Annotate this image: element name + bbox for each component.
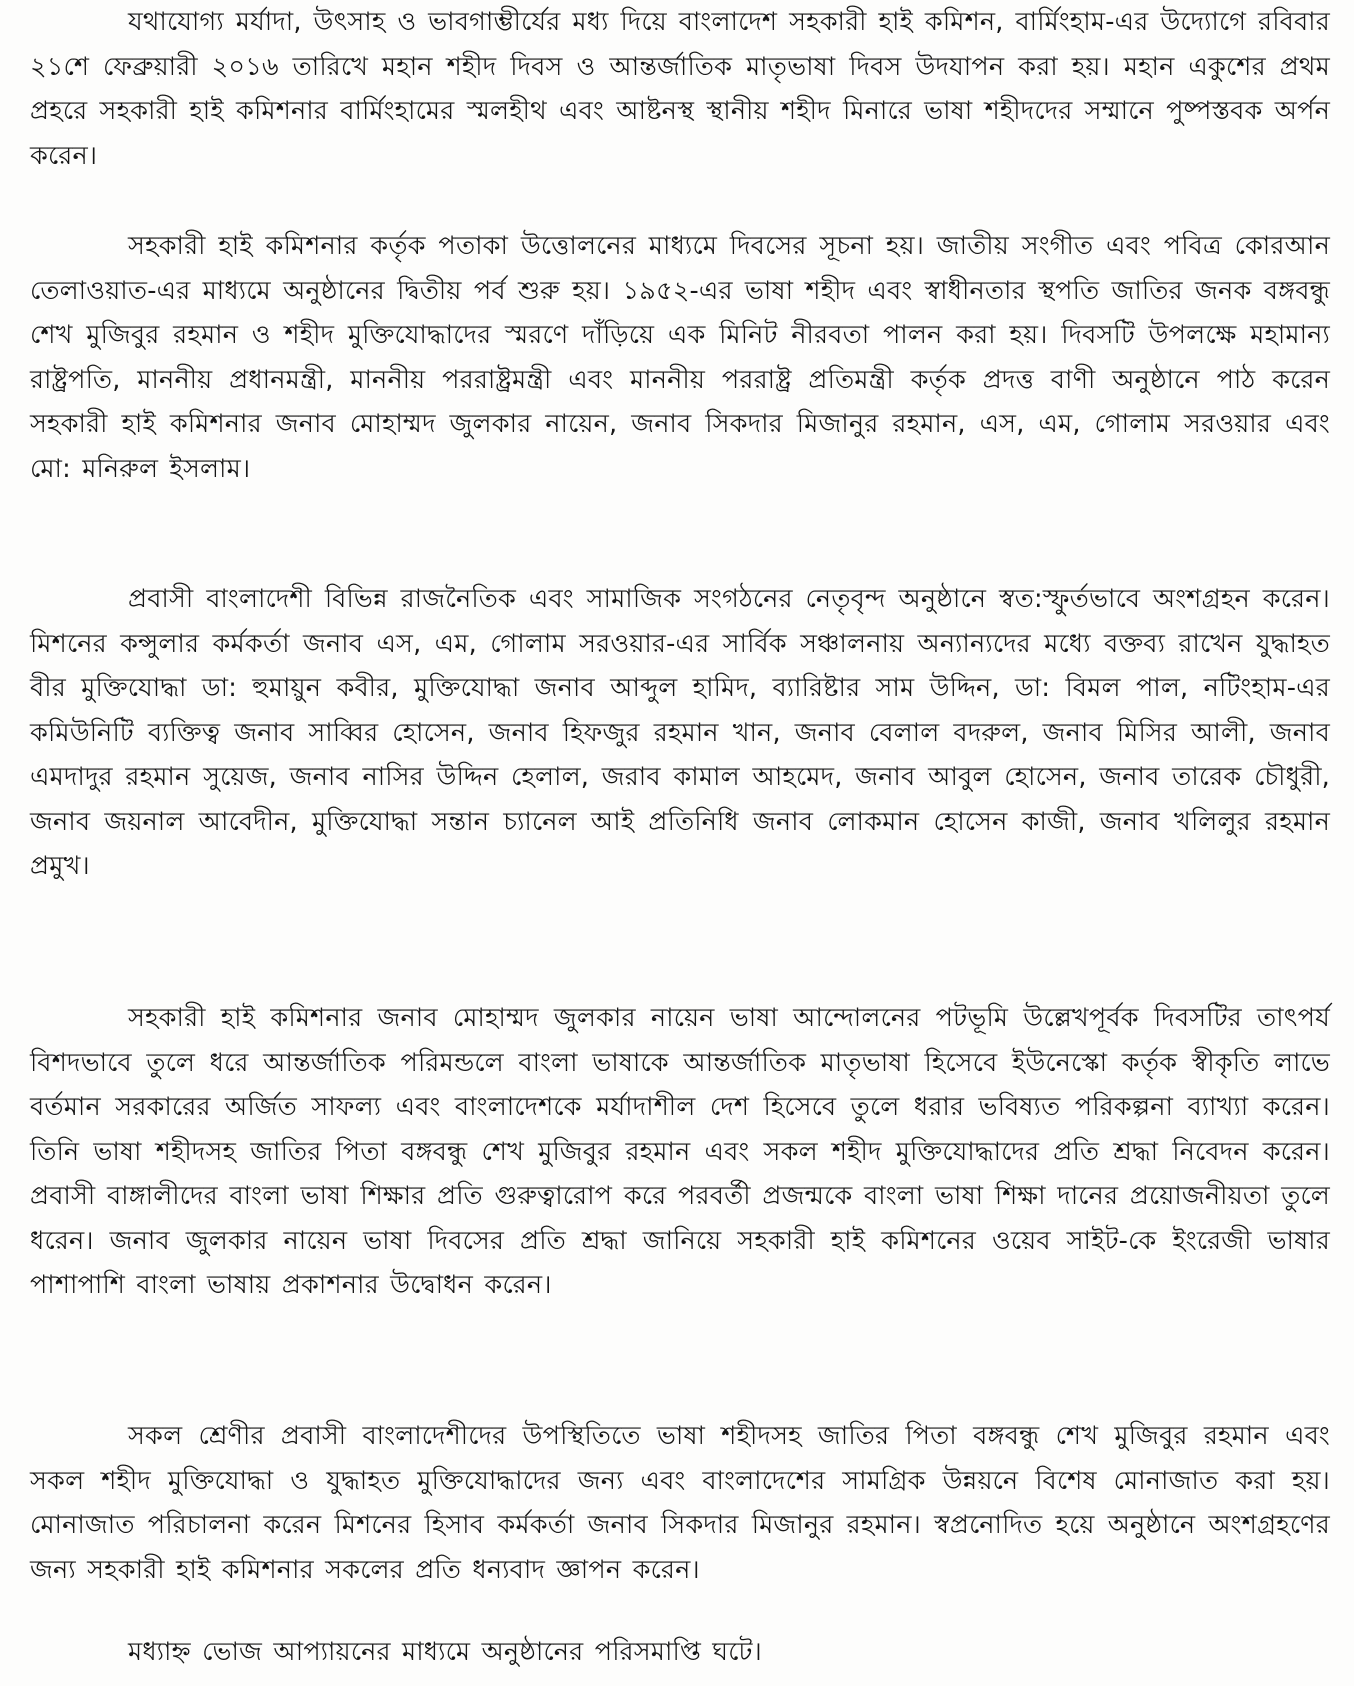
paragraph-speech: সহকারী হাই কমিশনার জনাব মোহাম্মদ জুলকার নায়েন ভাষা আন্দোলনের পটভূমি উল্লেখপূর্বক দিবসটির তাৎপর্য বিশদভাবে তুলে ধরে আন্তর্জাতিক পরিমন্ডলে বাংলা ভাষাকে আন্তর্জাতিক মাতৃভাষা হিসেবে ইউনেস্কো কর্তৃক স্বীকৃতি লাভে বর্তমান সরকারের অর্জিত সাফল্য এবং বাংলাদেশকে মর্যাদাশীল দেশ হিসেবে তুলে ধরার ভবিষ্যত পরিকল্পনা ব্যাখ্যা করেন। তিনি ভাষা শহীদসহ জাতির পিতা বঙ্গবন্ধু শেখ মুজিবুর রহমান এবং সকল শহীদ মুক্তিযোদ্ধাদের প্রতি শ্রদ্ধা নিবেদন করেন। প্রবাসী বাঙ্গালীদের বাংলা ভাষা শিক্ষার প্রতি গুরুত্বারোপ করে পরবর্তী প্রজন্মকে বাংলা ভাষা শিক্ষা দানের প্রয়োজনীয়তা তুলে ধরেন। জনাব জুলকার নায়েন ভাষা দিবসের প্রতি শ্রদ্ধা জানিয়ে সহকারী হাই কমিশনের ওয়েব সাইট-কে ইংরেজী ভাষার পাশাপাশি বাংলা ভাষায় প্রকাশনার উদ্বোধন করেন।	[30, 1003, 1330, 1300]
paragraph-participants: প্রবাসী বাংলাদেশী বিভিন্ন রাজনৈতিক এবং সামাজিক সংগঠনের নেতৃবৃন্দ অনুষ্ঠানে স্বত:স্ফুর্তভাবে অংশগ্রহন করেন। মিশনের কন্সুলার কর্মকর্তা জনাব এস, এম, গোলাম সরওয়ার-এর সার্বিক সঞ্চালনায় অন্যান্যদের মধ্যে বক্তব্য রাখেন যুদ্ধাহত বীর মুক্তিযোদ্ধা ডা: হুমায়ুন কবীর, মুক্তিযোদ্ধা জনাব আব্দুল হামিদ, ব্যারিষ্টার সাম উদ্দিন, ডা: বিমল পাল, নটিংহাম-এর কমিউনিটি ব্যক্তিত্ব জনাব সাব্বির হোসেন, জনাব হিফজুর রহমান খান, জনাব বেলাল বদরুল, জনাব মিসির আলী, জনাব এমদাদুর রহমান সুয়েজ, জনাব নাসির উদ্দিন হেলাল, জরাব কামাল আহমেদ, জনাব আবুল হোসেন, জনাব তারেক চৌধুরী, জনাব জয়নাল আবেদীন, মুক্তিযোদ্ধা সন্তান চ্যানেল আই প্রতিনিধি জনাব লোকমান হোসেন কাজী, জনাব খলিলুর রহমান প্রমুখ।	[30, 584, 1330, 881]
paragraph-flag-hoisting: সহকারী হাই কমিশনার কর্তৃক পতাকা উত্তোলনের মাধ্যমে দিবসের সূচনা হয়। জাতীয় সংগীত এবং পবিত্র কোরআন তেলাওয়াত-এর মাধ্যমে অনুষ্ঠানের দ্বিতীয় পর্ব শুরু হয়। ১৯৫২-এর ভাষা শহীদ এবং স্বাধীনতার স্থপতি জাতির জনক বঙ্গবন্ধু শেখ মুজিবুর রহমান ও শহীদ মুক্তিযোদ্ধাদের স্মরণে দাঁড়িয়ে এক মিনিট নীরবতা পালন করা হয়। দিবসটি উপলক্ষে মহামান্য রাষ্ট্রপতি, মাননীয় প্রধানমন্ত্রী, মাননীয় পররাষ্ট্রমন্ত্রী এবং মাননীয় পররাষ্ট্র প্রতিমন্ত্রী কর্তৃক প্রদত্ত বাণী অনুষ্ঠানে পাঠ করেন সহকারী হাই কমিশনার জনাব মোহাম্মদ জুলকার নায়েন, জনাব সিকদার মিজানুর রহমান, এস, এম, গোলাম সরওয়ার এবং মো: মনিরুল ইসলাম।	[30, 231, 1330, 484]
paragraph-closing: মধ্যাহ্ন ভোজ আপ্যায়নের মাধ্যমে অনুষ্ঠানের পরিসমাপ্তি ঘটে।	[128, 1637, 762, 1667]
paragraph-intro: যথাযোগ্য মর্যাদা, উৎসাহ ও ভাবগাম্ভীর্যের মধ্য দিয়ে বাংলাদেশ সহকারী হাই কমিশন, বার্মিংহাম-এর উদ্যোগে রবিবার ২১শে ফেব্রুয়ারী ২০১৬ তারিখে মহান শহীদ দিবস ও আন্তর্জাতিক মাতৃভাষা দিবস উদযাপন করা হয়। মহান একুশের প্রথম প্রহরে সহকারী হাই কমিশনার বার্মিংহামের স্মলহীথ এবং আষ্টনস্থ স্থানীয় শহীদ মিনারে ভাষা শহীদদের সম্মানে পুষ্পস্তবক অর্পন করেন।	[30, 7, 1330, 171]
paragraph-prayer: সকল শ্রেণীর প্রবাসী বাংলাদেশীদের উপস্থিতিতে ভাষা শহীদসহ জাতির পিতা বঙ্গবন্ধু শেখ মুজিবুর রহমান এবং সকল শহীদ মুক্তিযোদ্ধা ও যুদ্ধাহত মুক্তিযোদ্ধাদের জন্য এবং বাংলাদেশের সামগ্রিক উন্নয়নে বিশেষ মোনাজাত করা হয়। মোনাজাত পরিচালনা করেন মিশনের হিসাব কর্মকর্তা জনাব সিকদার মিজানুর রহমান। স্বপ্রনোদিত হয়ে অনুষ্ঠানে অংশগ্রহণের জন্য সহকারী হাই কমিশনার সকলের প্রতি ধন্যবাদ জ্ঞাপন করেন।	[30, 1421, 1330, 1585]
